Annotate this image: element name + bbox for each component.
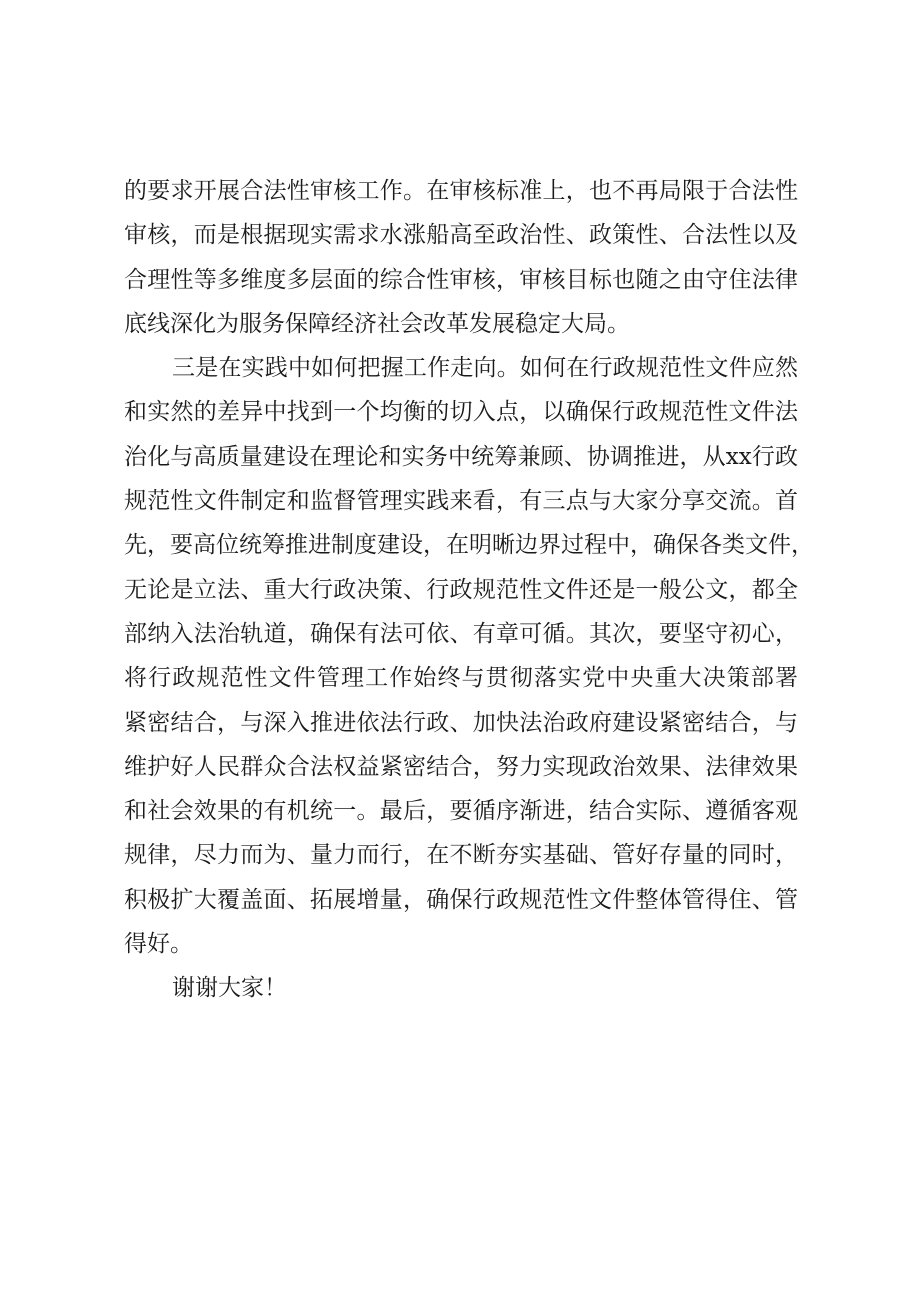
text-line: 的要求开展合法性审核工作。在审核标准上，也不再局限于合法性: [124, 178, 798, 204]
text-line: 得好。: [124, 931, 193, 958]
text-line: 和社会效果的有机统一。最后，要循序渐进，结合实际、遵循客观: [124, 798, 798, 825]
text-line: 部纳入法治轨道，确保有法可依、有章可循。其次，要坚守初心，: [124, 620, 798, 647]
paragraph-work-direction: [124, 346, 814, 966]
text-line: 规律，尽力而为、量力而行，在不断夯实基础、管好存量的同时，: [124, 842, 798, 869]
text-line: 合理性等多维度多层面的综合性审核，审核目标也随之由守住法律: [124, 266, 798, 293]
text-line: 规范性文件制定和监督管理实践来看，有三点与大家分享交流。首: [124, 488, 798, 515]
text-line: 审核，而是根据现实需求水涨船高至政治性、政策性、合法性以及: [124, 222, 798, 249]
text-line: 和实然的差异中找到一个均衡的切入点，以确保行政规范性文件法: [124, 399, 798, 426]
text-line: 积极扩大覆盖面、拓展增量，确保行政规范性文件整体管得住、管: [124, 886, 798, 913]
text-line: 先，要高位统筹推进制度建设，在明晰边界过程中，确保各类文件，: [124, 532, 814, 559]
text-line: 维护好人民群众合法权益紧密结合，努力实现政治效果、法律效果: [124, 753, 798, 780]
text-line: 底线深化为服务保障经济社会改革发展稳定大局。: [124, 310, 630, 337]
closing-thanks: 谢谢大家！: [172, 975, 287, 1002]
paragraph-closing: [124, 966, 798, 1010]
text-line: 紧密结合，与深入推进依法行政、加快法治政府建设紧密结合，与: [124, 709, 798, 736]
text-line: 治化与高质量建设在理论和实务中统筹兼顾、协调推进，从xx行政: [124, 443, 798, 470]
text-line: 无论是立法、重大行政决策、行政规范性文件还是一般公文，都全: [124, 576, 798, 603]
text-line: 三是在实践中如何把握工作走向。如何在行政规范性文件应然: [172, 355, 798, 382]
document-body: [124, 169, 814, 1011]
text-line: 将行政规范性文件管理工作始终与贯彻落实党中央重大决策部署: [124, 665, 798, 692]
paragraph-review-standards: [124, 169, 798, 346]
